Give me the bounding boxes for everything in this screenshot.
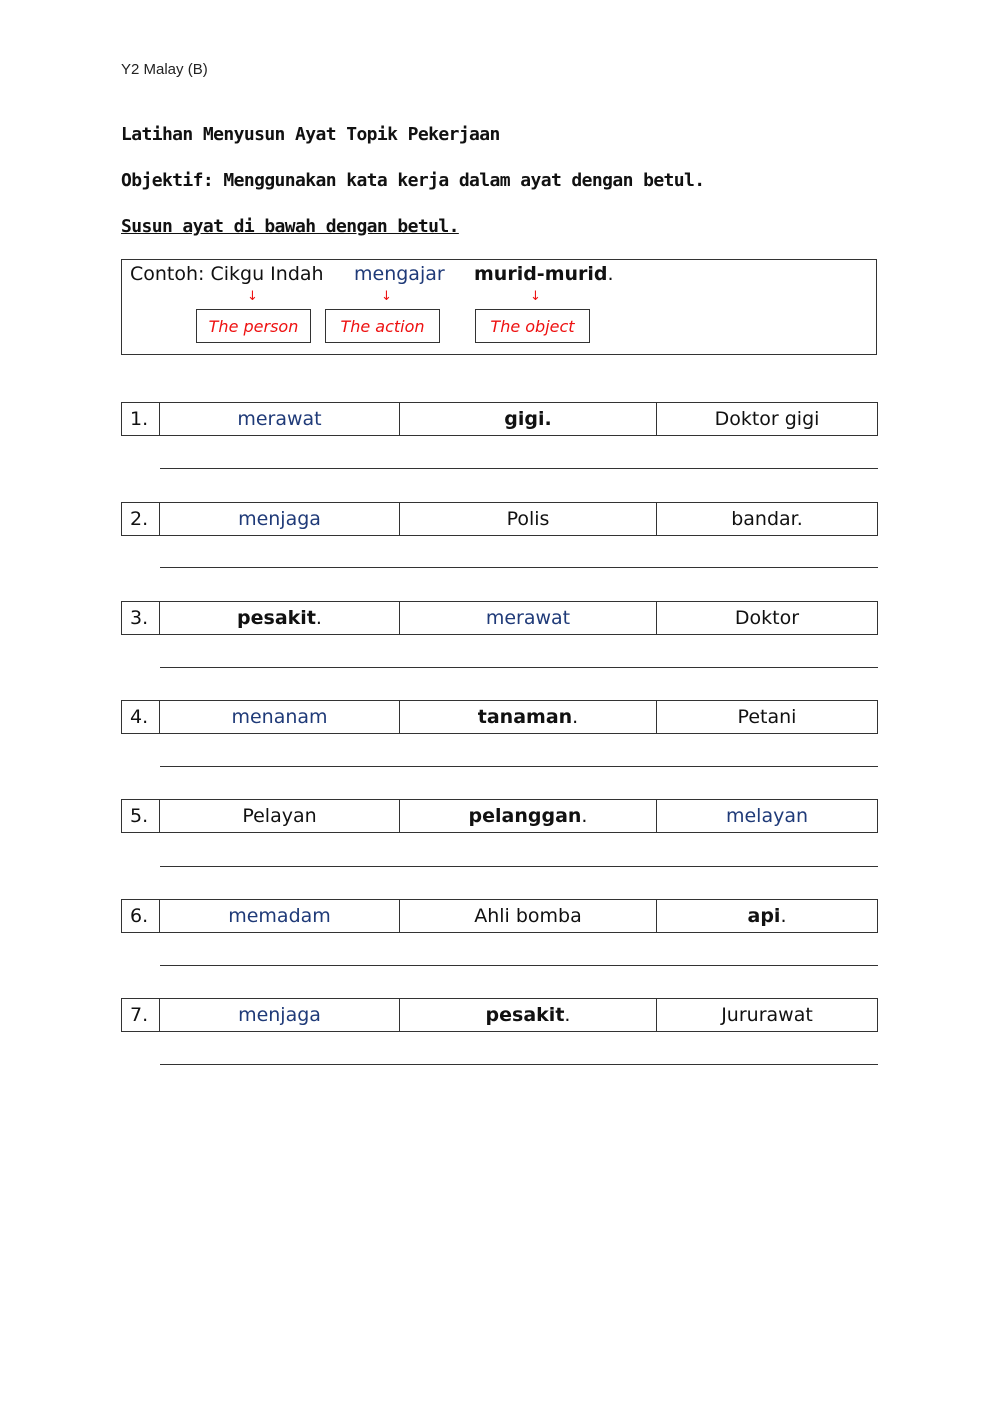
row-number: 3. — [122, 602, 160, 634]
arrow-down-icon: ↓ — [381, 289, 392, 304]
word-card[interactable]: api . — [747, 905, 787, 927]
word-card[interactable]: Ahli bomba — [400, 900, 657, 932]
exercise-row-5 — [121, 799, 878, 833]
answer-line-7[interactable] — [160, 1064, 878, 1065]
answer-line-5[interactable] — [160, 866, 878, 867]
row-number: 5. — [122, 800, 160, 832]
word-card[interactable]: menjaga — [160, 999, 400, 1031]
row-number: 2. — [122, 503, 160, 535]
tag-object: The object — [475, 309, 590, 343]
answer-line-2[interactable] — [160, 567, 878, 568]
row-number: 1. — [122, 403, 160, 435]
example-object: murid-murid. — [474, 263, 614, 285]
word-card[interactable]: Pelayan — [160, 800, 400, 832]
row-number: 6. — [122, 900, 160, 932]
answer-line-1[interactable] — [160, 468, 878, 469]
exercise-row-3 — [121, 601, 878, 635]
word-card[interactable]: Doktor gigi — [714, 408, 820, 430]
word-card[interactable]: menjaga — [160, 503, 400, 535]
answer-line-3[interactable] — [160, 667, 878, 668]
word-card[interactable]: Petani — [737, 706, 797, 728]
word-card[interactable]: Doktor — [734, 607, 800, 629]
word-card[interactable]: melayan — [725, 805, 809, 827]
answer-line-6[interactable] — [160, 965, 878, 966]
word-card[interactable]: bandar. — [731, 508, 803, 530]
row-number: 7. — [122, 999, 160, 1031]
worksheet-title: Latihan Menyusun Ayat Topik Pekerjaan — [121, 124, 500, 145]
exercise-row-1 — [121, 402, 878, 436]
word-card[interactable]: Jururawat — [721, 1004, 813, 1026]
answer-line-4[interactable] — [160, 766, 878, 767]
word-card[interactable]: merawat — [160, 403, 400, 435]
example-person: Contoh: Cikgu Indah — [130, 263, 324, 285]
tag-action: The action — [325, 309, 440, 343]
row-number: 4. — [122, 701, 160, 733]
word-card[interactable]: menanam — [160, 701, 400, 733]
exercise-row-4 — [121, 700, 878, 734]
arrow-down-icon: ↓ — [530, 289, 541, 304]
word-card[interactable]: Polis — [400, 503, 657, 535]
word-card[interactable]: memadam — [160, 900, 400, 932]
exercise-row-2 — [121, 502, 878, 536]
word-card[interactable]: pesakit . — [400, 999, 657, 1031]
word-card[interactable]: tanaman . — [400, 701, 657, 733]
tag-person: The person — [196, 309, 311, 343]
exercise-row-7 — [121, 998, 878, 1032]
word-card[interactable]: pesakit . — [160, 602, 400, 634]
arrow-down-icon: ↓ — [247, 289, 258, 304]
objective-text: Objektif: Menggunakan kata kerja dalam ayat dengan betul. — [121, 170, 705, 191]
instruction-text: Susun ayat di bawah dengan betul. — [121, 216, 459, 237]
word-card[interactable]: pelanggan . — [400, 800, 657, 832]
word-card[interactable]: merawat — [400, 602, 657, 634]
example-box — [121, 259, 877, 355]
exercise-row-6 — [121, 899, 878, 933]
word-card[interactable]: gigi. — [400, 403, 657, 435]
page-header: Y2 Malay (B) — [121, 61, 208, 78]
example-action: mengajar — [354, 263, 445, 285]
